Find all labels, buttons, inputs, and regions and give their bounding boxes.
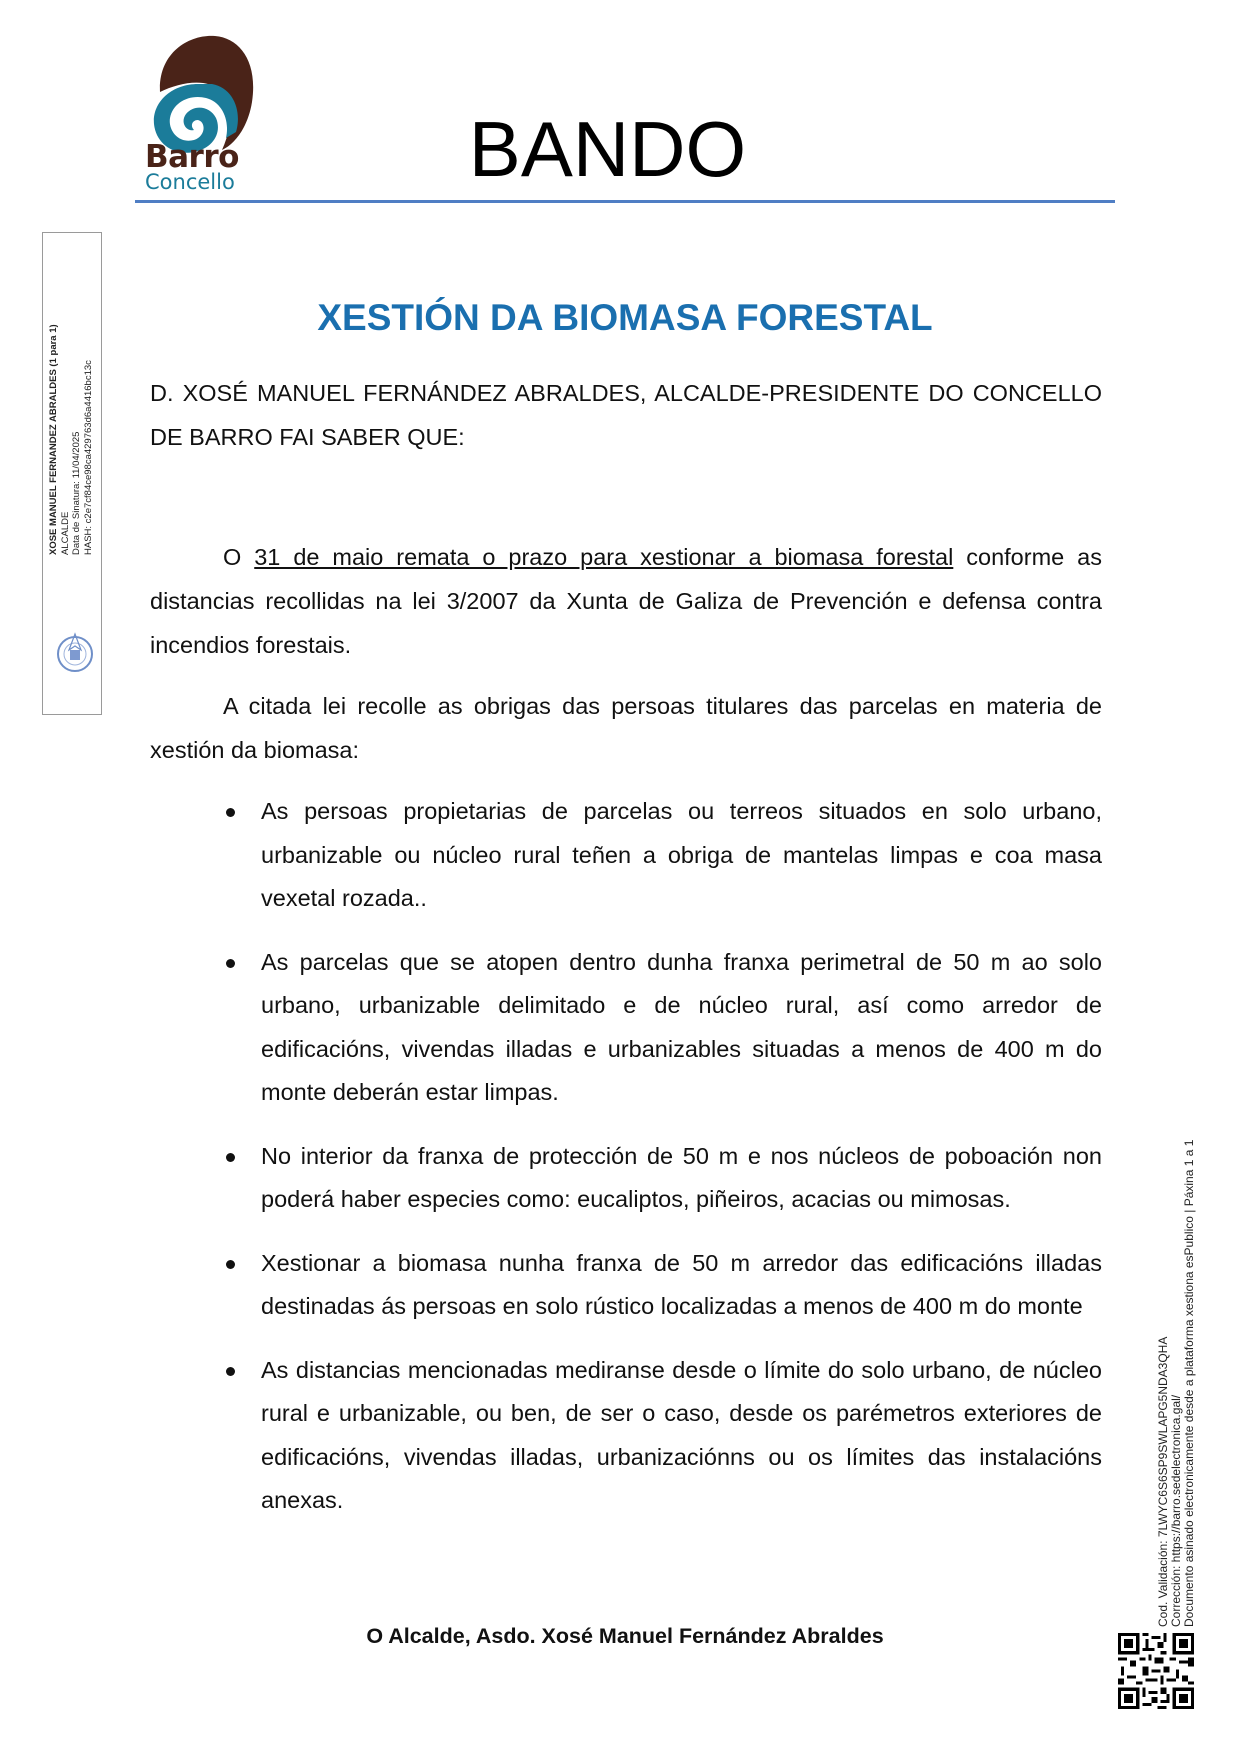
list-item-text: As distancias mencionadas mediranse desde o límite do solo urbano, de núcleo rural e urbanizable, ou ben, de ser o caso, desde os parémetros exteriores de edificacións, vivendas illadas, urbanizaciónns ou os límites das instalacións anexas. bbox=[261, 1356, 1102, 1513]
page-heading: BANDO bbox=[468, 105, 747, 193]
obligations-list bbox=[150, 790, 1102, 1543]
list-item-text: As persoas propietarias de parcelas ou terreos situados en solo urbano, urbanizable ou núcleo rural teñen a obriga de mantelas limpas e coa masa vexetal rozada.. bbox=[261, 798, 1102, 911]
validation-document-note: Documento asinado electronicamente desde a plataforma xestiona esPublico | Páxina 1 a 1 bbox=[1182, 1139, 1196, 1627]
deadline-highlight: 31 de maio remata o prazo para xestionar a biomasa forestal bbox=[254, 544, 954, 570]
deadline-rest: conforme as distancias recollidas na lei 3/2007 da Xunta de Galiza de Prevención e defensa contra incendios forestais. bbox=[150, 544, 1102, 658]
deadline-lead: O bbox=[223, 544, 255, 570]
list-item bbox=[150, 1349, 1102, 1523]
bullet-icon bbox=[226, 1153, 235, 1162]
list-item bbox=[150, 790, 1102, 921]
signer-name: XOSE MANUEL FERNANDEZ ABRALDES (1 para 1) bbox=[48, 324, 59, 555]
signature-stamp-text bbox=[48, 324, 94, 555]
bullet-icon bbox=[226, 959, 235, 968]
signature-hash: HASH: c2e7cf84ce98ca429763d6a4416bc13c bbox=[82, 360, 94, 555]
qr-code-icon[interactable] bbox=[1118, 1633, 1194, 1709]
bullet-icon bbox=[226, 1367, 235, 1376]
signature-date: Data de Sinatura: 11/04/2025 bbox=[71, 431, 82, 555]
list-item-text: As parcelas que se atopen dentro dunha franxa perimetral de 50 m ao solo urbano, urbanizable delimitado e de núcleo rural, así como arredor de edificacións, vivendas illadas e urbanizables situadas a menos de 400 m do monte deberán estar limpas. bbox=[261, 948, 1102, 1105]
logo-text-concello: Concello bbox=[145, 170, 235, 194]
list-item bbox=[150, 941, 1102, 1115]
signature-line: O Alcalde, Asdo. Xosé Manuel Fernández Abraldes bbox=[366, 1624, 884, 1648]
document-title: XESTIÓN DA BIOMASA FORESTAL bbox=[317, 297, 933, 338]
validation-code: Cod. Validación: 7LWYC6S6SP9SWLAPG5NDA3QHA bbox=[1156, 1336, 1170, 1627]
logo-text-barro: Barro bbox=[145, 139, 239, 175]
bullet-icon bbox=[226, 1260, 235, 1269]
list-item-text: Xestionar a biomasa nunha franxa de 50 m arredor das edificacións illadas destinadas ás persoas en solo rústico localizadas a menos de 400 m do monte bbox=[261, 1249, 1102, 1319]
list-item bbox=[150, 1242, 1102, 1329]
bullet-icon bbox=[226, 808, 235, 817]
list-item bbox=[150, 1135, 1102, 1222]
intro-paragraph: D. XOSÉ MANUEL FERNÁNDEZ ABRALDES, ALCALDE-PRESIDENTE DO CONCELLO DE BARRO FAI SABER QUE: bbox=[150, 380, 1102, 450]
obligations-paragraph: A citada lei recolle as obrigas das persoas titulares das parcelas en materia de xestión da biomasa: bbox=[150, 693, 1102, 763]
municipal-seal-icon bbox=[55, 630, 95, 674]
header-divider bbox=[135, 200, 1115, 203]
validation-text bbox=[1157, 1140, 1196, 1627]
deadline-paragraph bbox=[150, 535, 1102, 667]
validation-correction-url[interactable]: Corrección: https://barro.sedelectronica.gal/ bbox=[1169, 1394, 1183, 1627]
list-item-text: No interior da franxa de protección de 50 m e nos núcleos de poboación non poderá haber especies como: eucaliptos, piñeiros, acacias ou mimosas. bbox=[261, 1142, 1102, 1212]
signer-role: ALCALDE bbox=[59, 511, 71, 555]
